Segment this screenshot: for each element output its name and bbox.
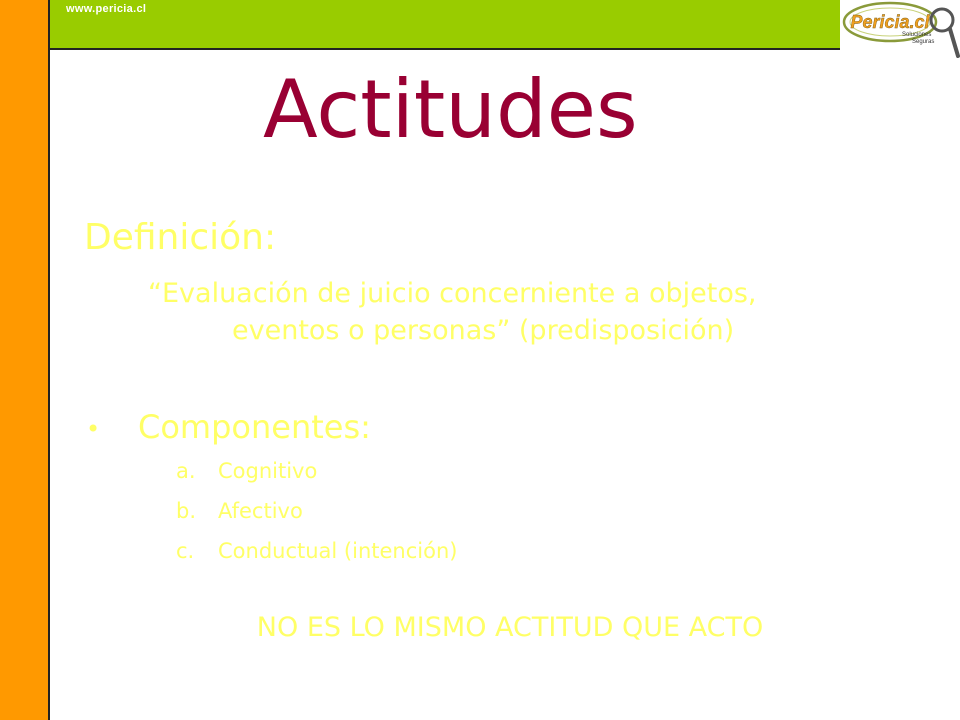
- list-item-label: Cognitivo: [218, 459, 318, 483]
- bullet-icon: •: [86, 414, 101, 443]
- site-url[interactable]: www.pericia.cl: [66, 3, 147, 15]
- logo-tagline-1: Soluciones: [902, 32, 932, 38]
- list-marker: b.: [176, 499, 197, 523]
- list-item: [176, 535, 457, 575]
- list-marker: c.: [176, 539, 195, 563]
- logo-tagline-2: Seguras: [912, 39, 935, 45]
- definition-label: Definición:: [84, 217, 277, 258]
- list-item: [176, 495, 457, 535]
- list-marker: a.: [176, 459, 196, 483]
- definition-line-1: “Evaluación de juicio concerniente a objetos,: [148, 278, 757, 309]
- list-item: [176, 455, 457, 495]
- components-list: [176, 455, 457, 575]
- footer-note: NO ES LO MISMO ACTITUD QUE ACTO: [256, 612, 764, 643]
- components-label: Componentes:: [138, 408, 371, 446]
- list-item-label: Conductual (intención): [218, 539, 458, 563]
- definition-line-2: eventos o personas” (predisposición): [232, 314, 735, 346]
- components-heading: [86, 408, 371, 446]
- pericia-logo: [840, 0, 960, 60]
- logo-graphic: [840, 0, 960, 60]
- definition-quote: [148, 276, 868, 349]
- slide-title: Actitudes: [263, 63, 638, 156]
- logo-brand-text: Pericia.cl: [850, 12, 930, 32]
- top-header-band: [50, 0, 840, 50]
- list-item-label: Afectivo: [218, 499, 303, 523]
